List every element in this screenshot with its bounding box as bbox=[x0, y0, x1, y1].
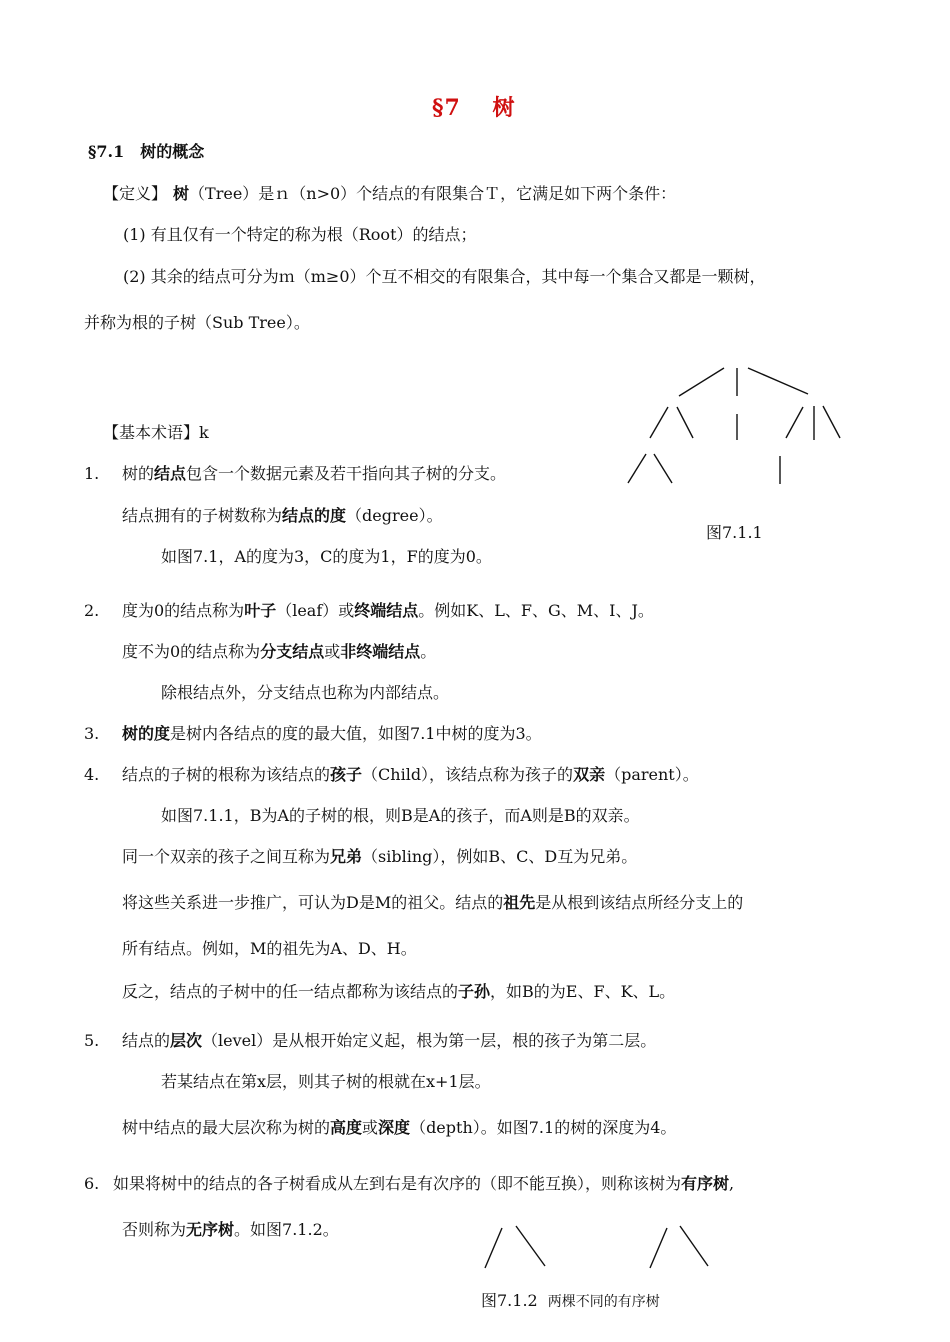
term-4-text-a: 结点的子树的根称为该结点的 bbox=[122, 765, 331, 784]
term-4-line-2: 如图7.1.1，B为A的子树的根，则B是A的孩子，而A则是B的双亲。 bbox=[161, 806, 640, 825]
term-1-text-c: 包含一个数据元素及若干指向其子树的分支。 bbox=[186, 464, 507, 483]
term-1-text-a: 树的 bbox=[122, 464, 155, 483]
definition-condition-2-cont: 并称为根的子树（Sub Tree）。 bbox=[84, 313, 310, 332]
term-6-text-a: 如果将树中的结点的各子树看成从左到右是有次序的（即不能互换），则称该树为 bbox=[113, 1174, 682, 1193]
term-4-keyword-ancestor: 祖先 bbox=[503, 893, 536, 912]
edge bbox=[680, 1226, 708, 1266]
term-3-keyword-tree-degree: 树的度 bbox=[122, 724, 171, 743]
term-4-keyword-child: 孩子 bbox=[330, 765, 363, 784]
term-6-keyword-ordered: 有序树 bbox=[681, 1174, 730, 1193]
term-4-l3-text-a: 同一个双亲的孩子之间互称为 bbox=[122, 847, 331, 866]
figure-7-1-2-number: 图7.1.2 bbox=[481, 1291, 538, 1310]
term-5-keyword-level: 层次 bbox=[170, 1031, 203, 1050]
term-2-l2-text-e: 。 bbox=[420, 642, 437, 661]
term-6-keyword-unordered: 无序树 bbox=[186, 1220, 235, 1239]
section-heading: §7.1 树的概念 bbox=[88, 142, 205, 161]
page-title: §7 树 bbox=[432, 95, 516, 121]
term-4-number: 4. bbox=[84, 765, 100, 784]
term-2-text-e: 。例如K、L、F、G、M、I、J。 bbox=[418, 601, 654, 620]
edge bbox=[650, 1228, 667, 1268]
term-4-line-5: 所有结点。例如，M的祖先为A、D、H。 bbox=[122, 939, 417, 958]
term-5-line-2: 若某结点在第x层，则其子树的根就在x+1层。 bbox=[161, 1072, 491, 1091]
term-5-keyword-depth: 深度 bbox=[378, 1118, 411, 1137]
term-4-keyword-descendant: 子孙 bbox=[458, 982, 491, 1001]
terms-heading: 【基本术语】k bbox=[103, 423, 209, 442]
figure-7-1-1-caption: 图7.1.1 bbox=[706, 523, 763, 542]
term-1-l2-text-a: 结点拥有的子树数称为 bbox=[122, 506, 283, 525]
term-3-text-b: 是树内各结点的度的最大值，如图7.1中树的度为3。 bbox=[170, 724, 542, 743]
term-5-text-a: 结点的 bbox=[122, 1031, 171, 1050]
term-4-l4-text-a: 将这些关系进一步推广，可认为D是M的祖父。结点的 bbox=[122, 893, 504, 912]
edge bbox=[485, 1228, 502, 1268]
term-5-number: 5. bbox=[84, 1031, 100, 1050]
term-4-keyword-sibling: 兄弟 bbox=[330, 847, 363, 866]
figure-7-1-2-caption bbox=[481, 1290, 660, 1313]
term-4-l4-text-c: 是从根到该结点所经分支上的 bbox=[535, 893, 744, 912]
term-2-l2-text-a: 度不为0的结点称为 bbox=[122, 642, 261, 661]
term-2-line-3: 除根结点外，分支结点也称为内部结点。 bbox=[161, 683, 450, 702]
term-4-text-e: （parent）。 bbox=[605, 765, 699, 784]
definition-condition-2: (2) 其余的结点可分为ｍ（m≥0）个互不相交的有限集合，其中每一个集合又都是一颗树， bbox=[123, 267, 766, 286]
term-5-l3-text-e: （depth）。如图7.1的树的深度为4。 bbox=[410, 1118, 677, 1137]
term-4-l3-text-c: （sibling），例如B、C、D互为兄弟。 bbox=[362, 847, 638, 866]
definition-condition-1: (1) 有且仅有一个特定的称为根（Root）的结点； bbox=[123, 225, 477, 244]
term-5-keyword-height: 高度 bbox=[330, 1118, 363, 1137]
term-4-l6-text-c: ，如B的为E、F、K、L。 bbox=[490, 982, 676, 1001]
term-5-l3-text-a: 树中结点的最大层次称为树的 bbox=[122, 1118, 331, 1137]
definition-term: 树 bbox=[173, 184, 190, 203]
term-2-keyword-branch: 分支结点 bbox=[260, 642, 325, 661]
term-1-number: 1. bbox=[84, 464, 100, 483]
term-2-keyword-leaf: 叶子 bbox=[244, 601, 277, 620]
definition-label: 【定义】 bbox=[103, 184, 168, 203]
term-4-text-c: （Child），该结点称为孩子的 bbox=[362, 765, 574, 784]
term-2-keyword-nonterminal: 非终端结点 bbox=[340, 642, 421, 661]
term-6-text-c: , bbox=[729, 1174, 735, 1193]
term-6-number: 6. bbox=[84, 1174, 100, 1193]
term-2-text-a: 度为0的结点称为 bbox=[122, 601, 245, 620]
term-3-number: 3. bbox=[84, 724, 100, 743]
term-2-l2-text-c: 或 bbox=[324, 642, 341, 661]
term-5-text-c: （level）是从根开始定义起，根为第一层，根的孩子为第二层。 bbox=[202, 1031, 657, 1050]
term-4-l6-text-a: 反之，结点的子树中的任一结点都称为该结点的 bbox=[122, 982, 459, 1001]
term-6-l2-text-a: 否则称为 bbox=[122, 1220, 187, 1239]
term-2-number: 2. bbox=[84, 601, 100, 620]
term-2-text-c: （leaf）或 bbox=[276, 601, 355, 620]
term-1-line-3: 如图7.1，A的度为3，C的度为1，F的度为0。 bbox=[161, 547, 492, 566]
figure-7-1-2-text: 两棵不同的有序树 bbox=[547, 1294, 660, 1310]
definition-text: （Tree）是ｎ（n>0）个结点的有限集合Ｔ，它满足如下两个条件： bbox=[189, 184, 677, 203]
term-6-l2-text-c: 。如图7.1.2。 bbox=[234, 1220, 339, 1239]
edge bbox=[516, 1226, 545, 1266]
term-1-keyword-degree: 结点的度 bbox=[282, 506, 347, 525]
term-1-l2-text-c: （degree）。 bbox=[346, 506, 443, 525]
term-4-keyword-parent: 双亲 bbox=[573, 765, 606, 784]
term-2-keyword-terminal: 终端结点 bbox=[354, 601, 419, 620]
term-1-keyword-node: 结点 bbox=[154, 464, 187, 483]
term-5-l3-text-c: 或 bbox=[362, 1118, 379, 1137]
